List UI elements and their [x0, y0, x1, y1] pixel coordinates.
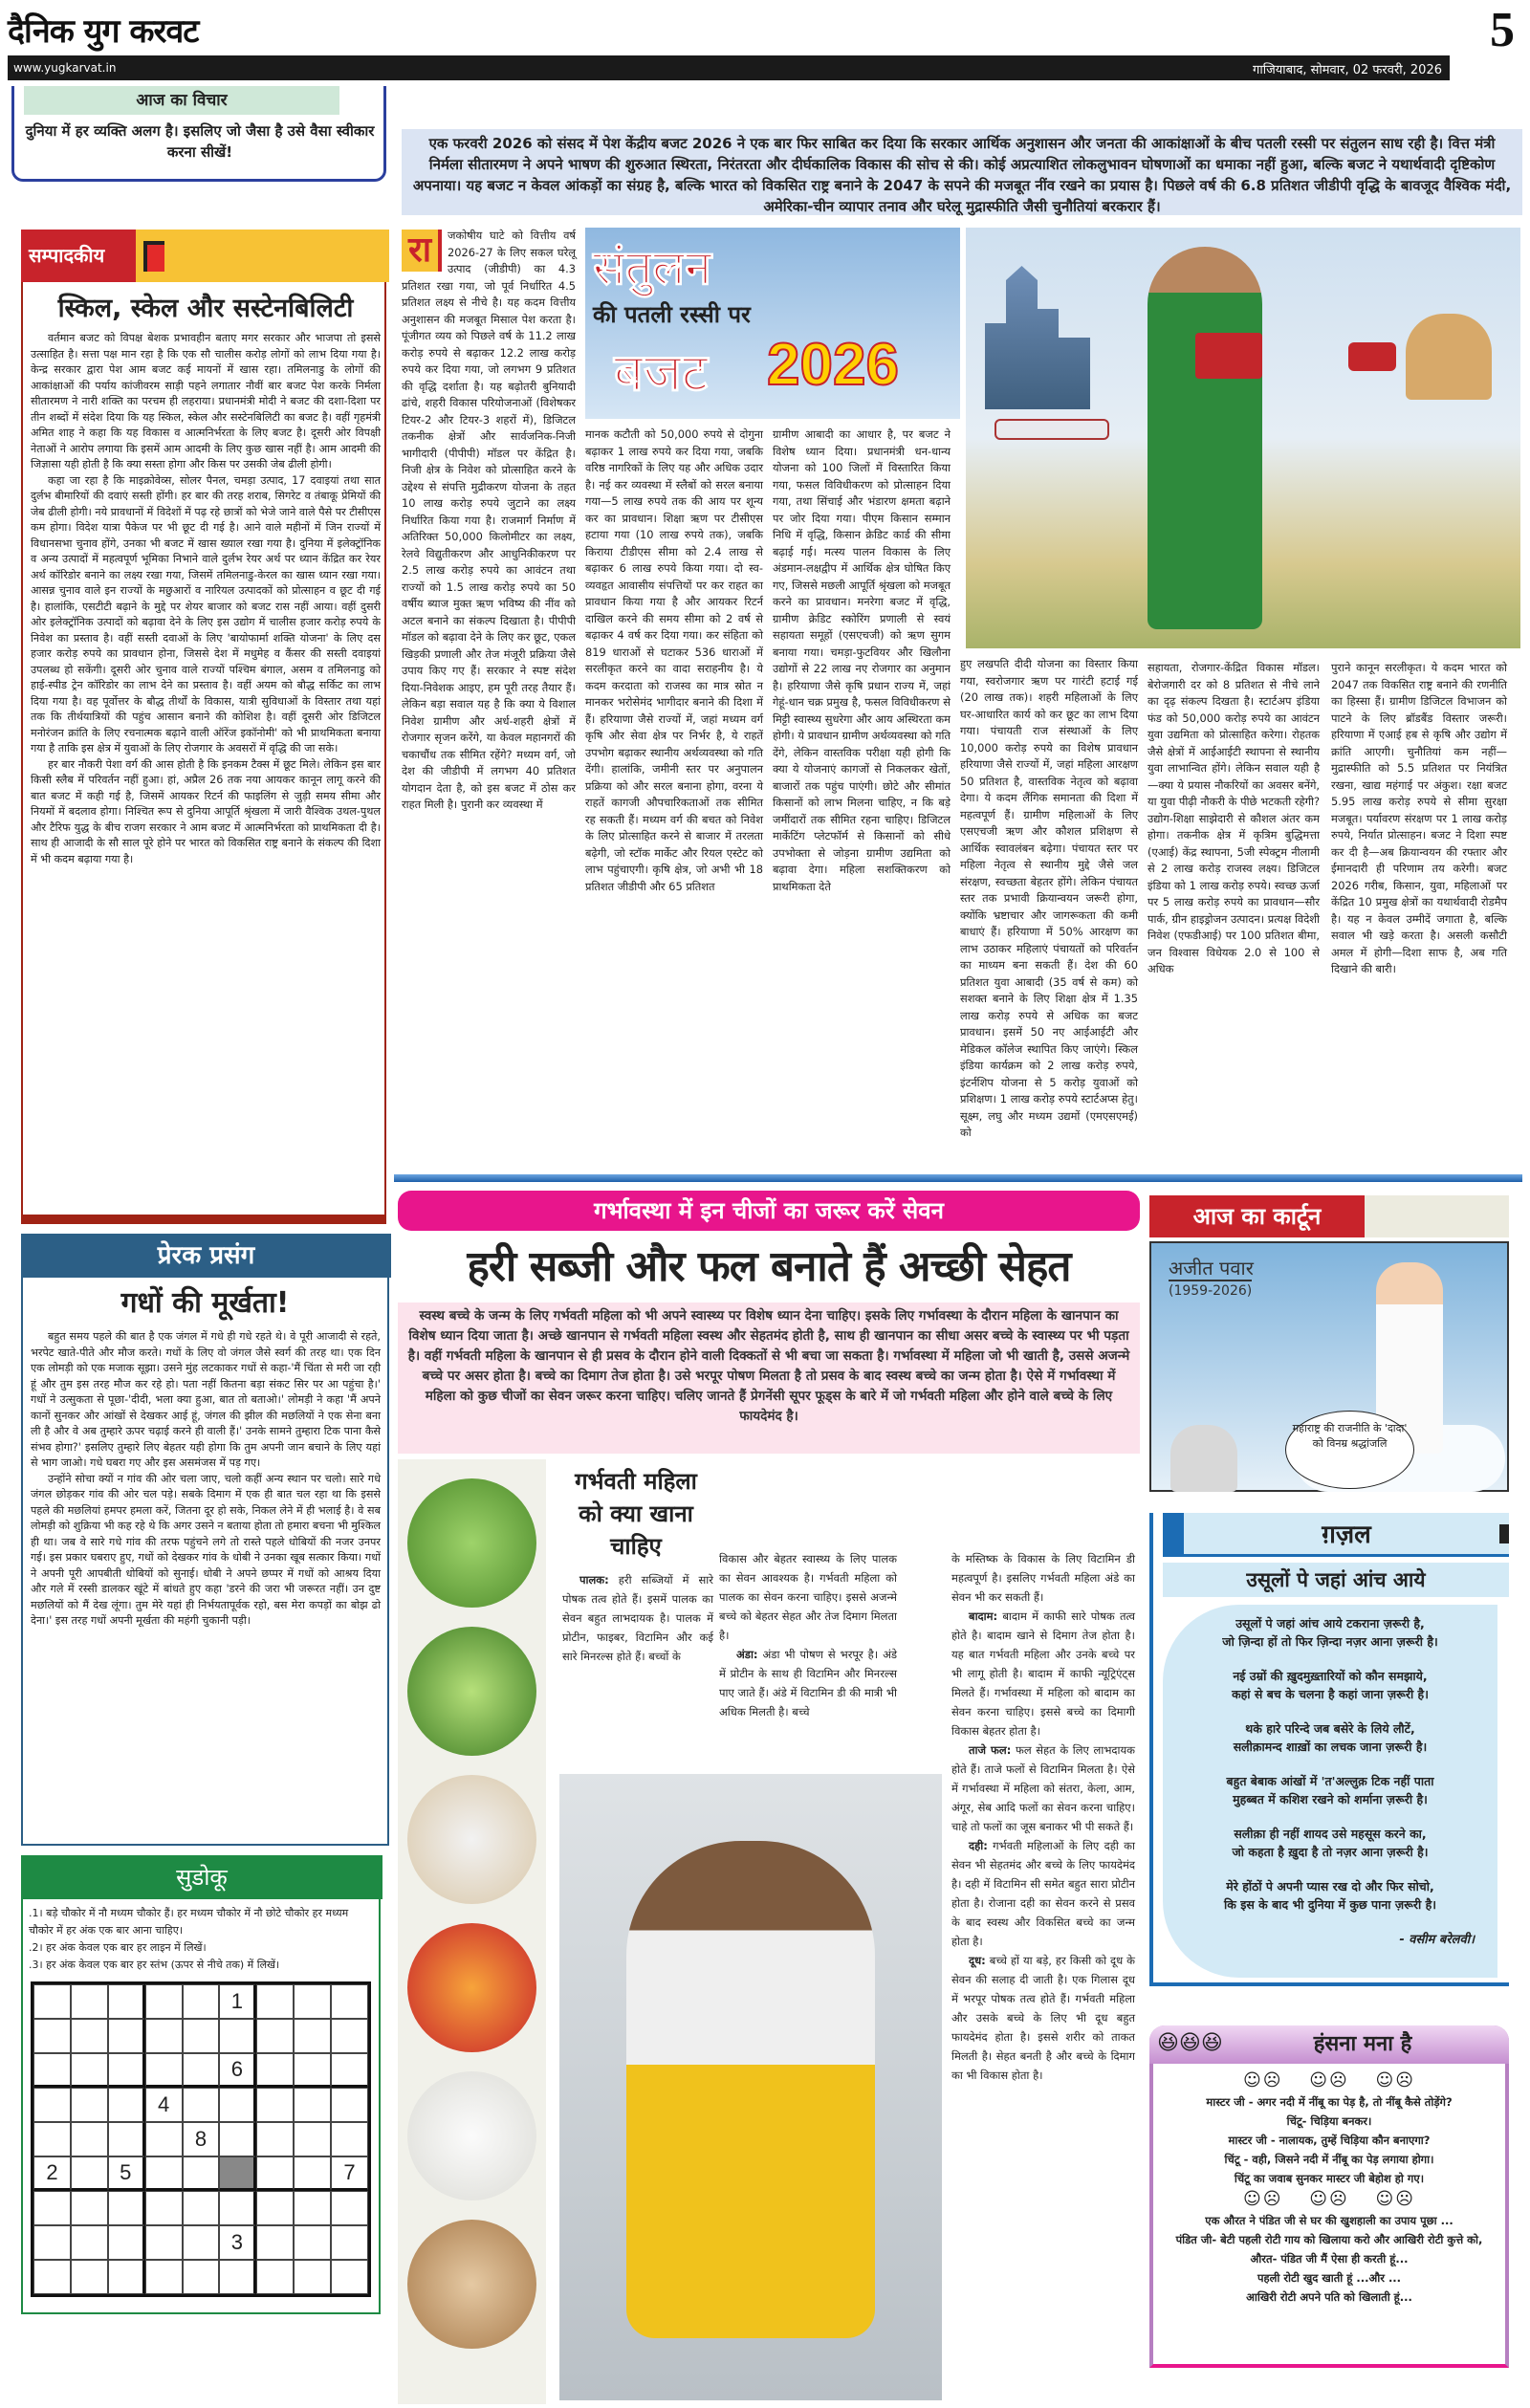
- pregnancy-intro: स्वस्थ बच्चे के जन्म के लिए गर्भवती महिला को भी अपने स्वास्थ्य पर विशेष ध्यान देना चाहिए। इसके लिए गर्भावस्था के दौरान महिला के खानपान का विशेष ध्यान दिया जाता है। अच्छे खानपान से गर्भवती महिला स्वस्थ और सेहतमंद होती है, साथ ही खानपान का सीधा असर बच्चे के स्वास्थ्य पर भी पड़ता है। वहीं गर्भवती महिला के खानपान से ही प्रसव के दौरान होने वाली दिक्कतों से भी बचा जा सकता है। गर्भावस्था में महिला जो भी खाती है, उससे अजन्मे बच्चे पर असर होता है। बच्चे का दिमाग तेज होता है। उसे भरपूर पोषण मिलता है तो प्रसव के बाद स्वस्थ बच्चे का जन्म होता है। ऐसे में गर्भावस्था में महिला को कुछ चीजों का सेवन जरूर करना चाहिए। चलिए जानते हैं प्रेगनेंसी सूपर फूड्स के बारे में जो गर्भवती महिला और होने वाले बच्चे के लिए फायदेमंद है।: [398, 1303, 1140, 1454]
- prerak-section: [21, 1234, 389, 1846]
- joke-line: चिंटू - वही, जिसने नदी में नींबू का पेड़ लगाया होगा।: [1224, 2153, 1434, 2166]
- sudoku-cell[interactable]: [256, 2191, 294, 2225]
- sudoku-cell[interactable]: [145, 2225, 183, 2260]
- sudoku-cell[interactable]: [256, 2260, 294, 2294]
- ghazal-line: नई उम्रों की ख़ुदमुख़्तारियों को कौन समझाये,: [1233, 1669, 1428, 1683]
- sudoku-cell[interactable]: [294, 2156, 331, 2191]
- thought-box: [11, 86, 386, 182]
- cartoon-name: अजीत पवार: [1169, 1257, 1254, 1280]
- broccoli-photo: [407, 1627, 536, 1756]
- editorial-paragraph: हर बार नौकरी पेशा वर्ग की आस होती है कि इनकम टैक्स में छूट मिले। लेकिन इस बार किसी स्लैब में परिवर्तन नहीं हुआ। हां, अप्रैल 26 तक नया आयकर कानून लागू करने की बात बजट में कही गई है, जिसमें आयकर रिटर्न की फाइलिंग से जुड़ी समय सीमा और नियमों में बदलाव होगा। निश्चित रूप से दुनिया आपूर्ति श्रृंखला में जारी वैश्विक उथल-पुथल और टैरिफ युद्ध के बीच राजग सरकार ने आम बजट में आत्मनिर्भरता को प्राथमिकता दी है। साथ ही आजादी के सौ साल पूरे होने पर भारत को विकसित राष्ट्र बनाने के संकल्प की दिशा में भी कदम बढ़ाया गया है।: [31, 757, 381, 865]
- sudoku-cell[interactable]: [331, 2053, 368, 2088]
- sudoku-cell[interactable]: [33, 1984, 71, 2019]
- sudoku-cell[interactable]: [33, 2122, 71, 2156]
- emoticon-row: ☺☹ ☺☹ ☺☹: [1242, 2070, 1416, 2091]
- milk-text: बच्चे हों या बड़े, हर किसी को दूध के सेवन की सलाह दी जाती है। एक गिलास दूध में भरपूर पोषक तत्व होते हैं। गर्भवती महिला और उसके बच्चे के लिए भी दूध बहुत फायदेमंद होता है। इससे शरीर को ताकत मिलती है। सेहत बनती है और बच्चे के दिमाग का भी विकास होता है।: [951, 1954, 1135, 2082]
- cartoon-section: [1149, 1195, 1509, 1492]
- prerak-paragraph: बहुत समय पहले की बात है एक जंगल में गधे ही गधे रहते थे। वे पूरी आजादी से रहते, भरपेट खाते-पीते और मौज करते। गधों के लिए वो जंगल जैसे स्वर्ग की तरह था। एक दिन एक लोमड़ी को एक मजाक सूझा। उसने मुंह लटकाकर गधों से कहा-'मैं चिंता से मरी जा रही हूं और तुम इस तरह मौज कर रहे हो। पता नहीं कितना बड़ा संकट सिर पर आ पहुंचा है।' गधों ने उत्सुकता से पूछा-'दीदी, भला क्या हुआ, बात तो बताओ।' लोमड़ी ने कहा 'मैं अपने कानों सुनकर और आंखों से देखकर आई हूं, जंगल की झील की मछलियों ने एक सेना बना ली है और वे अब तुम्हारे ऊपर चढ़ाई करने ही वाली हैं।' उनके सामने तुम्हारा टिक पाना कैसे संभव होगा?' इसलिए तुम्हारे लिए बेहतर यही होगा कि तुम अपनी जान बचाने के लिए यहां से भाग जाओ। गधे घबरा गए और इस असमंजस में पड़ गए।: [31, 1330, 381, 1469]
- sudoku-cell[interactable]: [294, 2122, 331, 2156]
- sudoku-cell[interactable]: [219, 2260, 256, 2294]
- pregnancy-column-3: [951, 1549, 1135, 2400]
- sudoku-cell[interactable]: [33, 2088, 71, 2122]
- sudoku-cell[interactable]: [183, 2191, 220, 2225]
- prerak-label: प्रेरक प्रसंग: [21, 1234, 391, 1278]
- masthead: [8, 3, 1522, 57]
- website-link[interactable]: www.yugkarvat.in: [13, 61, 117, 75]
- joke-line: आखिरी रोटी अपने पति को खिलाती हूं...: [1246, 2290, 1412, 2304]
- dropcap: रा: [402, 230, 442, 272]
- fruits-text: फल सेहत के लिए लाभदायक होते हैं। ताजे फलों से विटामिन मिलता है। ऐसे में गर्भावस्था में महिला को संतरा, केला, आम, अंगूर, सेब आदि फलों का सेवन करना चाहिए। चाहे तो फलों का जूस बनाकर भी पी सकते हैं।: [951, 1743, 1135, 1833]
- sudoku-cell[interactable]: [331, 2260, 368, 2294]
- sudoku-cell[interactable]: [145, 1984, 183, 2019]
- sudoku-cell[interactable]: [145, 2053, 183, 2088]
- prerak-title: गधों की मूर्खता!: [120, 1286, 290, 1320]
- sudoku-cell[interactable]: 8: [183, 2122, 220, 2156]
- sudoku-cell[interactable]: [331, 2225, 368, 2260]
- almonds-photo: [407, 2220, 536, 2349]
- metro-train-icon: [994, 419, 1109, 440]
- sudoku-rules: [29, 1905, 373, 1974]
- sudoku-cell[interactable]: [294, 2191, 331, 2225]
- editorial-paragraph: कहा जा रहा है कि माइक्रोवेव्स, सोलर पैनल, चमड़ा उत्पाद, 17 दवाइयां तथा सात दुर्लभ बीमारियों की दवाएं सस्ती होंगी। हर बार की तरह शराब, सिगरेट व तंबाकू प्रेमियों की जेब ढीली होगी। नये प्रावधानों में विदेशों में पढ़ रहे छात्रों को भेजे जाने वाले पैसे पर टीसीएस कम होगा। विदेश यात्रा पैकेज पर भी छूट दी गई है। आने वाले महीनों में जिन राज्यों में विधानसभा चुनाव होंगे, उनका भी बजट में खास ख्याल रखा गया है। दुनिया में इलेक्ट्रॉनिक व अन्य उत्पादों में महत्वपूर्ण भूमिका निभाने वाले दुर्लभ रेयर अर्थ पर ध्यान केंद्रित कर रेयर अर्थ कॉरिडोर बनाने का लक्ष्य रखा गया, जिसमें तमिलनाडु-केरल का खास ध्यान रखा गया। आसन्न चुनाव वाले इन राज्यों के मछुआरों व नारियल उत्पादकों को प्रोत्साहन व छूट दी गई है। हालांकि, एसटीटी बढ़ाने के मुद्दे पर शेयर बाजार को बजट रास नहीं आया। वहीं दुसरी ओर इलेक्ट्रॉनिक उत्पादों को बढ़ावा देने के लिए इस उद्योग में चालीस हजार करोड़ रुपये के निवेश का प्रस्ताव है। वहीं सस्ती दवाओं के लिए 'बायोफार्मा शक्ति योजना' के लिए दस हजार करोड़ रुपये का प्रावधान होना, जिससे देश में मधुमेह व कैंसर की सस्ती दवाइयां उपलब्ध हो सकेंगी। दूसरी ओर चुनाव वाले राज्यों पश्चिम बंगाल, असम व तमिलनाडु को हाई-स्पीड ट्रेन कॉरिडोर का लाभ देने का प्रस्ताव है। वहीं अयम को बौद्ध सर्किट का लाभ दिया गया है। वह पूर्वोत्तर के बौद्ध तीर्थों के विकास, यात्री सुविधाओं के विस्तार तथा यहां तक कि तीर्थयात्रियों की पहुंच आसान बनाने की कोशिश है। वहीं दूसरी ओर डिजिटल मनोरंजन क्रांति के लिए रचनात्मक बढ़ाने वाली ऑरेंज इकॉनोमी' को भी प्राथमिकता बनाया गया है ताकि इस क्षेत्र में युवाओं के लिए रोजगार के अवसरों में वृद्धि की जा सके।: [31, 473, 381, 755]
- sudoku-cell[interactable]: [33, 2019, 71, 2053]
- sudoku-cell[interactable]: [256, 2088, 294, 2122]
- sudoku-cell[interactable]: [183, 2225, 220, 2260]
- ghazal-stanza: [1169, 1667, 1492, 1703]
- headline-year: 2026: [767, 332, 899, 398]
- cartoon-art: [1149, 1241, 1509, 1492]
- sudoku-cell[interactable]: [145, 2122, 183, 2156]
- sudoku-cell[interactable]: [219, 2019, 256, 2053]
- budget-column-2: मानक कटौती को 50,000 रुपये से दोगुना बढ़ाकर 1 लाख रुपये कर दिया गया, जबकि वरिष्ठ नागरिकों के लिए यह और अधिक उदार है। नई कर व्यवस्था में स्लैबों को सरल बनाया गया—5 लाख रुपये तक की आय पर शून्य कर का प्रावधान। शिक्षा ऋण पर टीसीएस हटाया गया (10 लाख रुपये तक), जबकि किराया टीडीएस सीमा को 2.4 लाख से बढ़ाकर 6 लाख रुपये किया गया। दो स्व-व्यवहृत आवासीय संपत्तियों पर कर राहत का प्रावधान किया गया है और आयकर रिटर्न दाखिल करने की समय सीमा को 2 वर्ष से बढ़ाकर 4 वर्ष कर दिया गया। कर संहिता को 819 धाराओं से घटाकर 536 धाराओं में सरलीकृत करने का वादा सराहनीय है। ये कदम करदाता को राजस्व का मात्र स्रोत न मानकर भरोसेमंद भागीदार बनाने की दिशा में हैं। हरियाणा जैसे राज्यों में, जहां मध्यम वर्ग कृषि और सेवा क्षेत्र पर निर्भर है, ये राहतें उपभोग बढ़ाकर स्थानीय अर्थव्यवस्था को गति देंगी। हालांकि, जमीनी स्तर पर अनुपालन प्रक्रिया को और सरल बनाना होगा, वरना ये राहतें कागजी औपचारिकताओं तक सीमित रह सकती हैं। मध्यम वर्ग की बचत को निवेश के लिए प्रोत्साहित करने से बाजार में तरलता बढ़ेगी, जो स्टॉक मार्केट और रियल एस्टेट को लाभ पहुंचाएगी। कृषि क्षेत्र, जो अभी भी 18 प्रतिशत जीडीपी और 65 प्रतिशत: [585, 427, 763, 893]
- sudoku-cell[interactable]: 7: [331, 2156, 368, 2191]
- sudoku-cell[interactable]: 3: [219, 2225, 256, 2260]
- headline-word-santulan: संतुलन: [593, 240, 711, 296]
- col3-text: के मस्तिष्क के विकास के लिए विटामिन डी महत्वपूर्ण है। इसलिए गर्भवती महिला अंडे का सेवन भी कर सकती हैं।: [951, 1552, 1135, 1604]
- headline-word-budget: बजट: [614, 342, 709, 403]
- sudoku-cell[interactable]: [331, 2122, 368, 2156]
- sudoku-cell[interactable]: [219, 2122, 256, 2156]
- cartoon-label: आज का कार्टून: [1149, 1195, 1365, 1237]
- city-skyline-icon: [985, 266, 1090, 409]
- food-label-curd: दही:: [969, 1839, 988, 1852]
- sudoku-cell[interactable]: [108, 2225, 145, 2260]
- sudoku-cell[interactable]: [108, 2088, 145, 2122]
- budget-column-3: ग्रामीण आबादी का आधार है, पर बजट ने विशेष ध्यान दिया। प्रधानमंत्री धन-धान्य योजना को 100 जिलों में विस्तारित किया गया, फसल विविधीकरण को प्रोत्साहन दिया गया, तथा सिंचाई और भंडारण क्षमता बढ़ाने पर जोर दिया गया। पीएम किसान सम्मान निधि में वृद्धि, किसान क्रेडिट कार्ड की सीमा बढ़ाई गई। मत्स्य पालन विकास के लिए अंडमान-लक्षद्वीप में आर्थिक क्षेत्र घोषित किए गए, जिससे मछली आपूर्ति श्रृंखला को मजबूत करने का प्रावधान। मनरेगा बजट में वृद्धि, ग्रामीण क्रेडिट स्कोरिंग प्रणाली से स्वयं सहायता समूहों (एसएचजी) को ऋण सुगम बनाया गया। चमड़ा-फुटवियर और खिलौना उद्योगों से 22 लाख नए रोजगार का अनुमान है। हरियाणा जैसे कृषि प्रधान राज्य में, जहां गेहूं-धान चक्र प्रमुख है, फसल विविधीकरण से मिट्टी स्वास्थ्य सुधरेगा और आय अस्थिरता कम होगी। ये प्रावधान ग्रामीण अर्थव्यवस्था को गति देंगे, लेकिन वास्तविक परीक्षा यही होगी कि क्या ये योजनाएं कागजों से निकलकर खेतों, बाजारों तक पहुंच पाएंगी। छोटे और सीमांत किसानों को लाभ मिलना चाहिए, न कि बड़े जमींदारों तक सीमित रहना चाहिए। डिजिटल मार्केटिंग प्लेटफॉर्म से किसानों को सीधे उपभोक्ता से जोड़ना ग्रामीण उद्यमिता को बढ़ावा देगा। महिला सशक्तिकरण को प्राथमिकता देते: [773, 427, 951, 893]
- sudoku-cell[interactable]: 4: [145, 2088, 183, 2122]
- editorial-header: [21, 230, 389, 282]
- budget-text: जकोषीय घाटे को वित्तीय वर्ष 2026-27 के लिए सकल घरेलू उत्पाद (जीडीपी) का 4.3 प्रतिशत रखा गया, जो पूर्व निर्धारित 4.5 प्रतिशत लक्ष्य से नीचे है। यह कदम वित्तीय अनुशासन की मजबूत मिसाल पेश करता है। पूंजीगत व्यय को पिछले वर्ष के 11.2 लाख करोड़ रुपये से बढ़ाकर 12.2 लाख करोड़ रुपये कर दिया गया, जो लगभग 9 प्रतिशत की वृद्धि दर्शाता है। यह बढ़ोतरी बुनियादी ढांचे, शहरी विकास परियोजनाओं (विशेषकर टियर-2 और टियर-3 शहरों में), डिजिटल तकनीक क्षेत्रों और सार्वजनिक-निजी भागीदारी (पीपीपी) मॉडल पर केंद्रित है। निजी क्षेत्र के निवेश को प्रोत्साहित करने के उद्देश्य से संपत्ति मुद्रीकरण योजना के तहत 10 लाख करोड़ रुपये जुटाने का लक्ष्य निर्धारित किया गया है। राजमार्ग निर्माण में अतिरिक्त 50,000 किलोमीटर का लक्ष्य, रेलवे विद्युतीकरण और आधुनिकीकरण पर 2.5 लाख करोड़ रुपये का आवंटन तथा राज्यों को 1.5 लाख करोड़ रुपये का 50 वर्षीय ब्याज मुक्त ऋण भविष्य की नींव को अटल बनाने का संकल्प दिखाता है। पीपीपी मॉडल को बढ़ावा देने के लिए कर छूट, एकल खिड़की प्रणाली और तेज मंजूरी प्रक्रिया जैसे उपाय किए गए हैं। सरकार ने स्पष्ट संदेश दिया-निवेशक आइए, हम पूरी तरह तैयार हैं। लेकिन बड़ा सवाल यह है कि क्या ये विशाल निवेश ग्रामीण और अर्ध-शहरी क्षेत्रों में रोजगार सृजन करेंगे, या केवल महानगरों की चकाचौंध तक सीमित रहेंगे? मध्यम वर्ग, जो देश की जीडीपी में लगभग 40 प्रतिशत योगदान देता है, को इस बजट में ठोस कर राहत मिली है। पुरानी कर व्यवस्था में: [402, 229, 576, 811]
- cartoon-header: [1149, 1195, 1509, 1237]
- sudoku-cell[interactable]: [71, 2225, 108, 2260]
- sudoku-cell[interactable]: [256, 2122, 294, 2156]
- curd-photo: [407, 2071, 536, 2200]
- editorial-body: [31, 331, 381, 867]
- editorial-section: [21, 230, 386, 1224]
- sudoku-cell[interactable]: [183, 2156, 220, 2191]
- sudoku-cell[interactable]: [294, 1984, 331, 2019]
- ghazal-line: मुहब्बत में कशिश रखने को शर्माना ज़रूरी है।: [1233, 1792, 1428, 1806]
- sudoku-cell[interactable]: [145, 2191, 183, 2225]
- cartoon-years: (1959-2026): [1169, 1280, 1252, 1299]
- budget-headline-graphic: [585, 228, 960, 419]
- ghazal-line: थके हारे परिन्दे जब बसेरे के लिये लौटें,: [1245, 1721, 1415, 1736]
- sudoku-grid: [31, 1981, 371, 2297]
- mourner-figure: [1170, 1425, 1237, 1492]
- sudoku-cell[interactable]: [331, 2088, 368, 2122]
- sudoku-cell[interactable]: [108, 2191, 145, 2225]
- sudoku-cell[interactable]: 5: [108, 2156, 145, 2191]
- food-label-milk: दूध:: [969, 1954, 986, 1967]
- newspaper-title: दैनिक युग करवट: [8, 12, 199, 51]
- sudoku-rule: .1। बड़े चौकोर में नौ मध्यम चौकोर हैं। हर मध्यम चौकोर में नौ छोटे चौकोर हर मध्यम चौकोर में हर अंक एक बार आना चाहिए।: [29, 1907, 349, 1937]
- curd-text: गर्भवती महिलाओं के लिए दही का सेवन भी सेहतमंद और बच्चे के लिए फायदेमंद है। दही में विटामिन सी समेत बहुत सारा प्रोटीन होता है। रोजाना दही का सेवन करने से प्रसव के बाद स्वस्थ और विकसित बच्चे का जन्म होता है।: [951, 1839, 1135, 1948]
- pregnancy-column-2: [719, 1549, 897, 1769]
- ghazal-line: मेरे होंठों पे अपनी प्यास रख दो और फिर सोचो,: [1226, 1879, 1434, 1894]
- humor-label: हंसना मना है: [1149, 2025, 1509, 2064]
- thought-text: दुनिया में हर व्यक्ति अलग है। इसलिए जो जैसा है उसे वैसा स्वीकार करना सीखें!: [25, 122, 375, 161]
- food-label-almond: बादाम:: [969, 1609, 998, 1623]
- sudoku-cell[interactable]: [71, 2088, 108, 2122]
- ghazal-line: कहां से बच के चलना है कहां जाना ज़रूरी है।: [1232, 1687, 1429, 1701]
- editorial-title: स्किल, स्केल और सस्टेनबिलिटी: [57, 294, 354, 323]
- ghazal-line: उसूलों पे जहां आंच आये टकराना ज़रूरी है,: [1235, 1616, 1425, 1631]
- sudoku-cell[interactable]: [219, 2088, 256, 2122]
- ghazal-line: बहुत बेबाक आंखों में 'त'अल्लुक़ टिक नहीं पाता: [1226, 1774, 1434, 1788]
- sudoku-cell[interactable]: [294, 2019, 331, 2053]
- ghazal-stanza: [1169, 1877, 1492, 1914]
- page-number: 5: [1490, 3, 1515, 57]
- tractor-icon: [1348, 342, 1396, 371]
- almond-text: बादाम में काफी सारे पोषक तत्व होते है। बादाम खाने से दिमाग तेज होता है। यह बात गर्भवती महिला और उनके बच्चे पर भी लागू होती है। बादाम में काफी न्यूट्रिएंट्स मिलते हैं। गर्भावस्था में महिला को बादाम का सेवन करना चाहिए। इससे बच्चे का दिमागी विकास बेहतर होता है।: [951, 1609, 1135, 1738]
- sudoku-cell[interactable]: [33, 2225, 71, 2260]
- pregnant-woman-photo: [559, 1774, 942, 2400]
- budget-illustration: [966, 228, 1520, 648]
- sudoku-cell[interactable]: [294, 2088, 331, 2122]
- emoticon-row: ☺☹ ☺☹ ☺☹: [1242, 2189, 1416, 2209]
- food-label-egg: अंडा:: [736, 1648, 758, 1661]
- dateline: गाजियाबाद, सोमवार, 02 फरवरी, 2026: [1253, 63, 1442, 77]
- pregnant-woman-figure: [626, 1841, 875, 2338]
- sudoku-cell[interactable]: [108, 2122, 145, 2156]
- sudoku-cell[interactable]: [331, 1984, 368, 2019]
- egg-text: अंडा भी पोषण से भरपूर है। अंडे में प्रोटीन के साथ ही विटामिन और मिनरल्स पाए जाते हैं। अंडे में विटामिन डी की मात्री भी अधिक मिलती है। बच्चे: [719, 1648, 898, 1718]
- ghazal-section: [1149, 1513, 1509, 1986]
- sudoku-cell[interactable]: [145, 2019, 183, 2053]
- sudoku-cell[interactable]: [33, 2191, 71, 2225]
- sudoku-section: [21, 1855, 381, 2314]
- sudoku-cell[interactable]: [71, 2053, 108, 2088]
- ghazal-title: उसूलों पे जहां आंच आये: [1163, 1563, 1509, 1597]
- budget-briefcase-icon: [1195, 333, 1262, 379]
- sudoku-cell[interactable]: [183, 2260, 220, 2294]
- sudoku-rule: .2। हर अंक केवल एक बार हर लाइन में लिखें।: [29, 1941, 207, 1954]
- headline-phrase: की पतली रस्सी पर: [593, 301, 751, 328]
- humor-body: [1159, 2069, 1499, 2307]
- laughing-faces-icon: 😆😆😆: [1157, 2031, 1223, 2055]
- sudoku-cell[interactable]: [108, 1984, 145, 2019]
- ghazal-stanza: [1169, 1614, 1492, 1651]
- sudoku-cell[interactable]: [331, 2191, 368, 2225]
- finance-minister-figure: [1148, 247, 1262, 629]
- sudoku-cell[interactable]: [183, 2019, 220, 2053]
- joke-line: पंडित जी- बेटी पहली रोटी गाय को खिलाया करो और आखिरी रोटी कुत्ते को,: [1175, 2233, 1483, 2246]
- spinach-photo: [407, 1478, 536, 1608]
- joke-line: औरत- पंडित जी मैं ऐसा ही करती हूं...: [1250, 2252, 1409, 2266]
- col2-text: विकास और बेहतर स्वास्थ्य के लिए पालक का सेवन आवश्यक है। गर्भवती महिला को पालक का सेवन करना चाहिए। इससे अजन्मे बच्चे को बेहतर सेहत और तेज दिमाग मिलता है।: [719, 1552, 897, 1642]
- ghazal-stanza: [1169, 1719, 1492, 1756]
- pregnancy-column-1: [562, 1570, 713, 1762]
- ghazal-line: सलीक़ा ही नहीं शायद उसे महसूस करने का,: [1234, 1827, 1427, 1841]
- sudoku-cell[interactable]: [108, 2019, 145, 2053]
- budget-column-1: [402, 228, 576, 1170]
- ghazal-poet: - वसीम बरेलवी।: [1399, 1933, 1475, 1947]
- sudoku-cell[interactable]: 1: [219, 1984, 256, 2019]
- fruits-photo: [407, 1923, 536, 2052]
- budget-lead: एक फरवरी 2026 को संसद में पेश केंद्रीय बजट 2026 ने एक बार फिर साबित कर दिया कि सरकार आर्थिक अनुशासन और जनता की आकांक्षाओं के बीच पतली रस्सी पर संतुलन साध रही है। वित्त मंत्री निर्मला सीतारमण ने अपने भाषण की शुरुआत स्थिरता, निरंतरता और दीर्घकालिक विकास की सोच से की। कोई अप्रत्याशित लोकलुभावन घोषणाओं का धमाका नहीं हुआ, बल्कि बजट ने यथार्थवादी दृष्टिकोण अपनाया। यह बजट न केवल आंकड़ों का संग्रह है, बल्कि भारत को विकसित राष्ट्र बनाने के 2047 के सपने की मजबूत नींव रखने का प्रयास है। पिछले वर्ष की 6.8 प्रतिशत जीडीपी वृद्धि के बावजूद वैश्विक मंदी, अमेरिका-चीन व्यापार तनाव और घरेलू मुद्रास्फीति जैसी चुनौतियां बरकरार हैं।: [402, 129, 1522, 215]
- joke-line: चिंटू का जवाब सुनकर मास्टर जी बेहोश हो गए।: [1234, 2172, 1425, 2185]
- thought-heading: आज का विचार: [24, 86, 339, 115]
- sudoku-cell[interactable]: [183, 2088, 220, 2122]
- sudoku-cell[interactable]: [71, 1984, 108, 2019]
- section-divider: [394, 1174, 1522, 1182]
- sudoku-cell[interactable]: [256, 2225, 294, 2260]
- pregnancy-title: हरी सब्जी और फल बनाते हैं अच्छी सेहत: [467, 1242, 1071, 1291]
- sudoku-cell[interactable]: [331, 2019, 368, 2053]
- ghazal-label: ग़ज़ल: [1163, 1513, 1509, 1557]
- joke-line: मास्टर जी - अगर नदी में नींबू का पेड़ है, तो नींबू कैसे तोड़ेंगे?: [1206, 2095, 1453, 2109]
- prerak-body: [31, 1329, 381, 1630]
- food-label-spinach: पालक:: [579, 1573, 609, 1587]
- ghazal-line: कि इस के बाद भी दुनिया में कुछ पाना ज़रूरी है।: [1224, 1897, 1436, 1912]
- decorative-square-icon: [143, 241, 164, 272]
- ghazal-line: जो ज़िन्दा हों तो फिर ज़िन्दा नज़र आना ज़रूरी है।: [1222, 1634, 1438, 1649]
- sudoku-cell[interactable]: [71, 2019, 108, 2053]
- spinach-text: हरी सब्जियों में सारे पोषक तत्व होते हैं। इसमें पालक का सेवन बहुत लाभदायक है। पालक में प्रोटीन, फाइबर, विटामिन और कई सारे मिनरल्स होते हैं। बच्चों के: [562, 1573, 713, 1663]
- sudoku-cell[interactable]: [71, 2260, 108, 2294]
- sudoku-cell[interactable]: [183, 1984, 220, 2019]
- sudoku-cell[interactable]: [256, 2053, 294, 2088]
- sudoku-cell[interactable]: 6: [219, 2053, 256, 2088]
- sudoku-cell[interactable]: [294, 2053, 331, 2088]
- editorial-label: सम्पादकीय: [21, 230, 136, 282]
- sudoku-cell[interactable]: [145, 2156, 183, 2191]
- sudoku-cell[interactable]: [71, 2191, 108, 2225]
- pregnancy-kicker: गर्भावस्था में इन चीजों का जरूर करें सेवन: [398, 1191, 1140, 1231]
- ghazal-line: सलीक़ामन्द शाख़ों का लचक जाना ज़रूरी है।: [1233, 1740, 1428, 1754]
- sudoku-cell[interactable]: [145, 2260, 183, 2294]
- joke-line: मास्टर जी - नालायक, तुम्हें चिड़िया कौन बनाएगा?: [1228, 2134, 1431, 2147]
- sudoku-cell[interactable]: [294, 2225, 331, 2260]
- sudoku-label: सुडोकू: [21, 1855, 382, 1899]
- prerak-paragraph: उन्होंने सोचा क्यों न गांव की ओर चला जाए, चलो कहीं अन्य स्थान पर चलो। सारे गधे जंगल छोड़कर गांव की ओर चल पड़े। सबके दिमाग में एक ही बात चल रहा था कि इससे पहले की मछलियां हमपर हमला करें, जितना दूर हो सके, निकल लेने में ही भलाई है। वे सब लोमड़ी को शुक्रिया भी कह रहे थे कि अगर उसने न बताया होता तो हमारा बचना भी मुश्किल ही था। जब वे सारे गधे गांव की तरफ पहुंचने लगे तो रास्ते पहले धोबियों की नजर उनपर गई। इस प्रकार घबराए हुए, गधों को देखकर गांव के धोबी ने उनका खूब सत्कार किया। गधों ने अपनी पूरी आपबीती धोबियों को सुनाई। धोबी ने अपने छप्पर में गधों को आश्रय दिया और गले में रस्सी डालकर खूंटे में बांधते हुए कहा 'डरने की जरा भी जरूरत नहीं। उन दुष्ट मछलियों को मैं देख लूंगा। तुम मेरे यहां ही निर्भयतापूर्वक रहो, बस मेरा कपड़ों का बोझ ढो देना।' इस तरह गधों अपनी मूर्खता की महंगी चुकानी पड़ी।: [31, 1472, 381, 1627]
- sudoku-cell[interactable]: [71, 2122, 108, 2156]
- pregnancy-subhead: गर्भवती महिला को क्या खाना चाहिए: [575, 1468, 697, 1560]
- header-bar: [8, 55, 1450, 80]
- sudoku-shaded-cell[interactable]: [219, 2156, 256, 2191]
- ghazal-stanza: [1169, 1825, 1492, 1861]
- speech-bubble: महाराष्ट्र की राजनीति के 'दादा' को विनम्र श्रद्धांजलि: [1285, 1411, 1414, 1489]
- sudoku-cell[interactable]: [183, 2053, 220, 2088]
- food-photo-strip: [398, 1459, 546, 2404]
- humor-section: [1149, 2025, 1509, 2368]
- ghazal-stanza: [1169, 1772, 1492, 1808]
- farmers-figure: [1406, 314, 1492, 400]
- sudoku-cell[interactable]: [108, 2260, 145, 2294]
- food-label-fruits: ताजे फल:: [969, 1743, 1012, 1757]
- ghazal-poem: [1163, 1605, 1497, 1978]
- sudoku-cell[interactable]: [219, 2191, 256, 2225]
- sudoku-cell[interactable]: [108, 2053, 145, 2088]
- sudoku-cell[interactable]: 2: [33, 2156, 71, 2191]
- sudoku-cell[interactable]: [33, 2053, 71, 2088]
- sudoku-cell[interactable]: [256, 2019, 294, 2053]
- sudoku-cell[interactable]: [256, 2156, 294, 2191]
- joke-line: पहली रोटी खुद खाती हूं ...और ...: [1257, 2271, 1402, 2285]
- budget-column-6: पुराने कानून सरलीकृत। ये कदम भारत को 2047 तक विकसित राष्ट्र बनाने की रणनीति का हिस्सा हैं। ग्रामीण डिजिटल विभाजन को पाटने के लिए ब्रॉडबैंड विस्तार जरूरी। हरियाणा में एआई हब से कृषि और उद्योग में क्रांति आएगी। चुनौतियां कम नहीं—मुद्रास्फीति को 5.5 प्रतिशत पर नियंत्रित रखना, खाद्य महंगाई पर अंकुश। रक्षा बजट 5.95 लाख करोड़ रुपये से सीमा सुरक्षा मजबूत। पर्यावरण संरक्षण पर 1 लाख करोड़ रुपये, निर्यात प्रोत्साहन। बजट ने दिशा स्पष्ट कर दी है—अब क्रियान्वयन की रफ्तार और ईमानदारी ही परिणाम तय करेगी। बजट 2026 गरीब, किसान, युवा, महिलाओं पर केंद्रित 10 प्रमुख क्षेत्रों का यथार्थवादी रोडमैप है। यह न केवल उम्मीदें जगाता है, बल्कि सवाल भी खड़े करता है। असली कसौटी अमल में होगी—दिशा साफ है, अब गति दिखाने की बारी।: [1331, 661, 1507, 975]
- sudoku-cell[interactable]: [294, 2260, 331, 2294]
- ghazal-line: जो कहता है ख़ुदा है तो नज़र आना ज़रूरी है।: [1232, 1845, 1429, 1859]
- budget-column-4: हुए लखपति दीदी योजना का विस्तार किया गया, स्वरोजगार ऋण पर गारंटी हटाई गई (20 लाख तक)। शहरी महिलाओं के लिए घर-आधारित कार्य को कर छूट का लाभ दिया गया। पंचायती राज संस्थाओं के लिए 10,000 करोड़ रुपये का विशेष प्रावधान हरियाणा जैसे राज्यों में, जहां महिला आरक्षण 50 प्रतिशत है, वास्तविक नेतृत्व को बढ़ावा देगा। ये कदम लैंगिक समानता की दिशा में महत्वपूर्ण हैं। ग्रामीण महिलाओं के लिए एसएचजी ऋण और कौशल प्रशिक्षण से आर्थिक स्वावलंबन बढ़ेगा। पंचायत स्तर पर महिला नेतृत्व से स्थानीय मुद्दे जैसे जल संरक्षण, स्वच्छता बेहतर होंगे। लेकिन पंचायत स्तर तक प्रभावी क्रियान्वयन जरूरी होगा, क्योंकि भ्रष्टाचार और जागरूकता की कमी बाधाएं हैं। हरियाणा में 50% आरक्षण का लाभ उठाकर महिलाएं पंचायतों को परिवर्तन का माध्यम बना सकती हैं। देश की 60 प्रतिशत युवा आबादी (35 वर्ष से कम) को सशक्त बनाने के लिए शिक्षा क्षेत्र में 1.35 लाख करोड़ रुपये से अधिक का बजट प्रावधान। इसमें 50 नए आईआईटी और मेडिकल कॉलेज स्थापित किए जाएंगे। स्किल इंडिया कार्यक्रम को 2 लाख करोड़ रुपये, इंटर्नशिप योजना से 5 करोड़ युवाओं को प्रशिक्षण। 1 लाख करोड़ रुपये स्टार्टअप्स हेतु। सूक्ष्म, लघु और मध्यम उद्यमों (एमएसएमई) को: [960, 657, 1138, 1139]
- eggs-photo: [407, 1775, 536, 1904]
- joke-line: चिंटू- चिड़िया बनकर।: [1286, 2114, 1372, 2128]
- joke-line: एक औरत ने पंडित जी से घर की खुशहाली का उपाय पूछा ...: [1205, 2214, 1454, 2227]
- sudoku-rule: .3। हर अंक केवल एक बार हर स्तंभ (ऊपर से नीचे तक) में लिखें।: [29, 1959, 280, 1971]
- editorial-paragraph: वर्तमान बजट को विपक्ष बेशक प्रभावहीन बताए मगर सरकार और भाजपा तो इससे उत्साहित है। सत्ता पक्ष मान रहा है कि एक सौ चालीस करोड़ लोगों को लाभ दिया गया है। केन्द्र सरकार द्वारा पेश आम बजट कई मायनों में खास रहा। तमिलनाडु के लोगों की आकांक्षाओं की पर्याय कांजीवरम साड़ी पहने लगातार नौवीं बार बजट पेश करके निर्मला सीतारमण ने नारी शक्ति का परचम ही लहराया। प्रधानमंत्री मोदी ने बजट की दशा-दिशा पर तीन शब्दों में संदेश दिया कि यह स्किल, स्केल और सस्टेनबिलिटी का बजट है। वहीं गृहमंत्री अमित शाह ने कहा कि यह विकास व आत्मनिर्भरता के लिए बजट है। दूसरी ओर विपक्षी नेताओं ने आरोप लगाया कि इसमें आम आदमी के लिए कुछ खास नहीं है। आम आदमी की जिज्ञासा यही होती है कि क्या सस्ता होगा और किस पर उसकी जेब ढीली होगी।: [31, 332, 381, 471]
- sudoku-cell[interactable]: [71, 2156, 108, 2191]
- sudoku-cell[interactable]: [33, 2260, 71, 2294]
- sudoku-cell[interactable]: [256, 1984, 294, 2019]
- budget-column-5: सहायता, रोजगार-केंद्रित विकास मॉडल। बेरोजगारी दर को 8 प्रतिशत से नीचे लाने का दृढ़ संकल्प दिखता है। स्टार्टअप इंडिया फंड को 50,000 करोड़ रुपये का आवंटन युवा उद्यमिता को प्रोत्साहित करेगा। रोहतक जैसे क्षेत्रों में आईआईटी स्थापना से स्थानीय युवा लाभान्वित होंगे। लेकिन सवाल यही है—क्या ये प्रयास नौकरियों का अवसर बनेंगे, या युवा पीढ़ी नौकरी के पीछे भटकती रहेगी? उद्योग-शिक्षा साझेदारी से कौशल अंतर कम होगा। तकनीक क्षेत्र में कृत्रिम बुद्धिमत्ता (एआई) केंद्र स्थापना, 5जी स्पेक्ट्रम नीलामी से 2 लाख करोड़ राजस्व लक्ष्य। डिजिटल इंडिया को 1 लाख करोड़ रुपये। स्वच्छ ऊर्जा पर 5 लाख करोड़ रुपये का प्रावधान—सौर पार्क, ग्रीन हाइड्रोजन उत्पादन। प्रत्यक्ष विदेशी निवेश (एफडीआई) पर 100 प्रतिशत बीमा, जन विश्वास विधेयक 2.0 से 100 से अधिक: [1148, 661, 1320, 975]
